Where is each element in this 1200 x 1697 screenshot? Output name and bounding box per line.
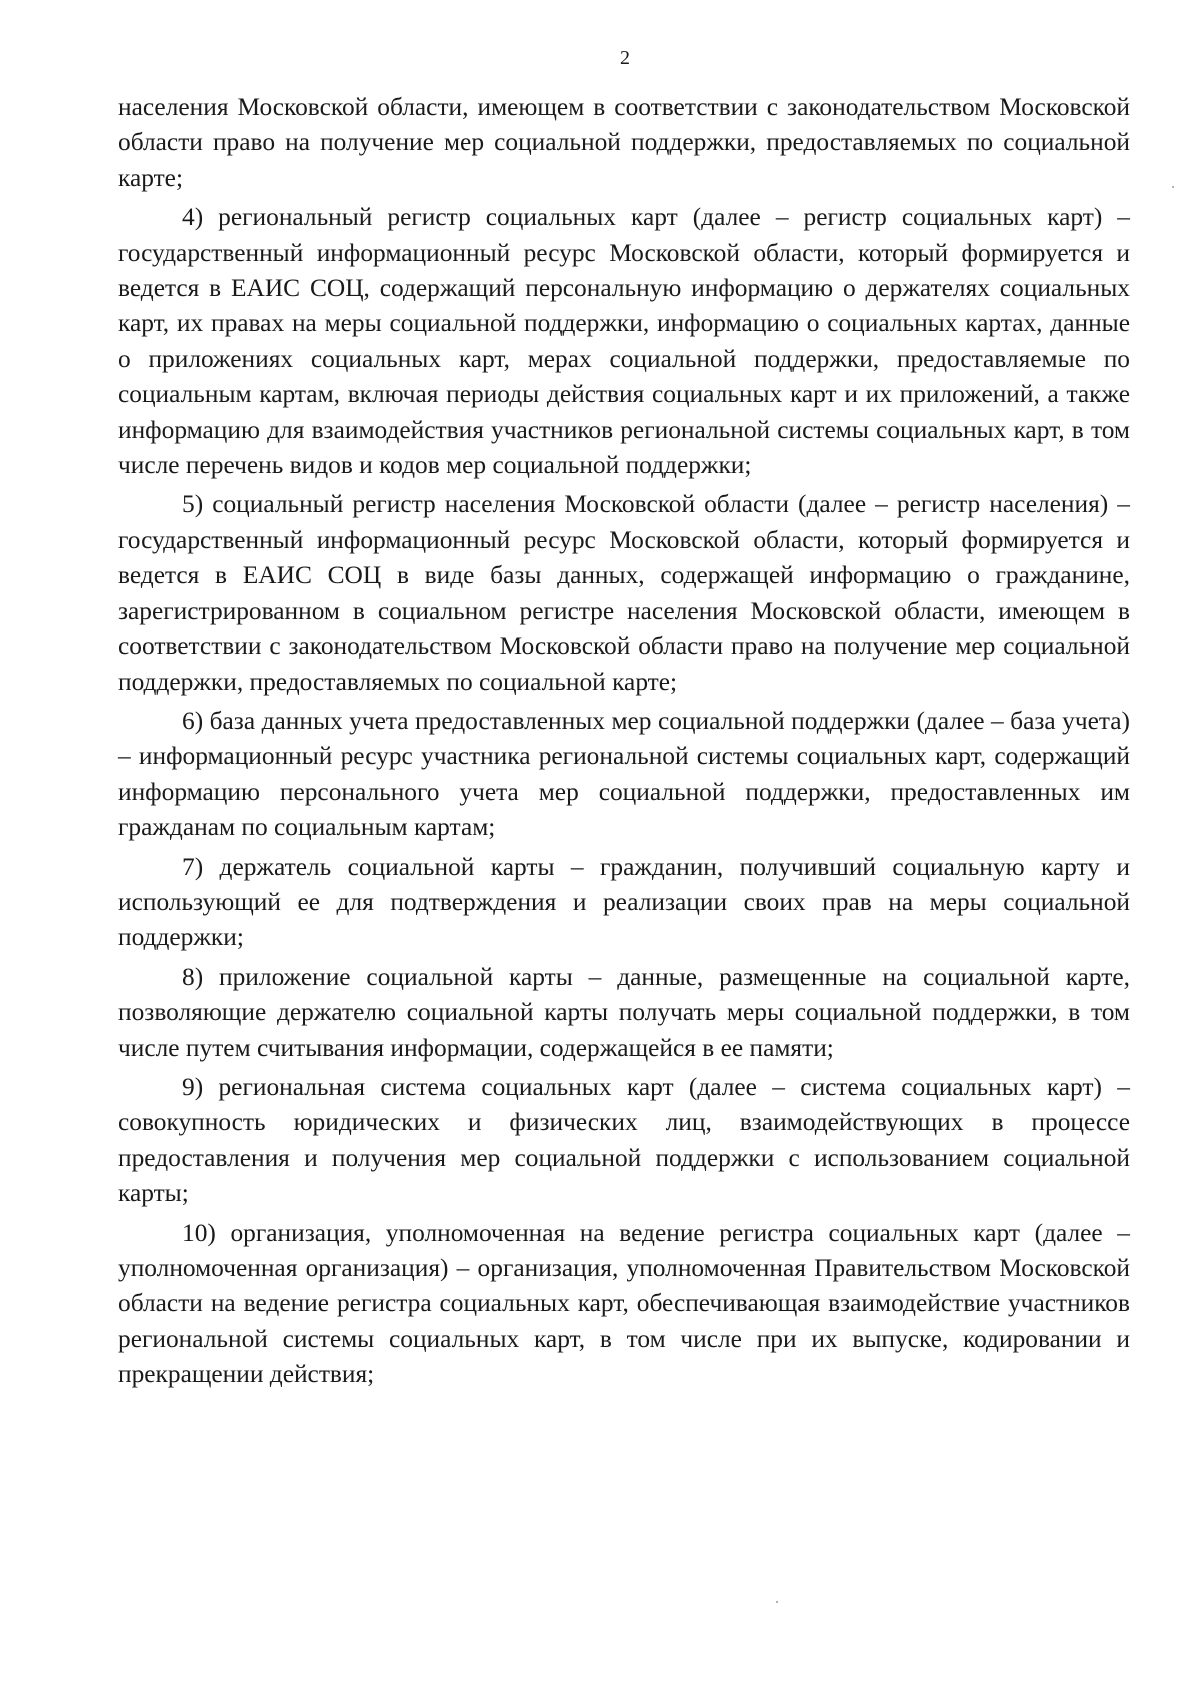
- paragraph-continuation: населения Московской области, имеющем в соответствии с законодательством Московской области право на получение мер социальной поддержки, предоставляемых по социальной карте;: [118, 93, 1130, 192]
- paragraph-item-5: 5) социальный регистр населения Московской области (далее – регистр населения) – государственный информационный ресурс Московской области, который формируется и ведется в ЕАИС СОЦ в виде базы данных, содержащей информацию о гражданине, зарегистрированном в социальном регистре населения Московской области, имеющем в соответствии с законодательством Московской области право на получение мер социальной поддержки, предоставляемых по социальной карте;: [118, 490, 1130, 696]
- page-number: 2: [620, 47, 630, 69]
- paragraph-item-8: 8) приложение социальной карты – данные, размещенные на социальной карте, позволяющие держателю социальной карты получать меры социальной поддержки, в том числе путем считывания информации, содержащейся в ее памяти;: [118, 962, 1130, 1062]
- scan-speck: [1172, 186, 1174, 188]
- paragraph-item-7: 7) держатель социальной карты – гражданин, получивший социальную карту и использующий ее для подтверждения и реализации своих прав на меры социальной поддержки;: [118, 852, 1130, 952]
- paragraph-item-9: 9) региональная система социальных карт (далее – система социальных карт) – совокупность юридических и физических лиц, взаимодействующих в процессе предоставления и получения мер социальной поддержки с использованием социальной карты;: [118, 1072, 1130, 1208]
- paragraph-item-10: 10) организация, уполномоченная на ведение регистра социальных карт (далее – уполномоченная организация) – организация, уполномоченная Правительством Московской области на ведение регистра социальных карт, обеспечивающая взаимодействие участников региональной системы социальных карт, в том числе при их выпуске, кодировании и прекращении действия;: [118, 1218, 1130, 1389]
- scan-speck: [776, 1601, 778, 1603]
- paragraph-item-6: 6) база данных учета предоставленных мер социальной поддержки (далее – база учета) – информационный ресурс участника региональной системы социальных карт, содержащий информацию персонального учета мер социальной поддержки, предоставленных им гражданам по социальным картам;: [118, 706, 1130, 842]
- document-body: [118, 90, 1130, 1397]
- paragraph-item-4: 4) региональный регистр социальных карт (далее – регистр социальных карт) – государственный информационный ресурс Московской области, который формируется и ведется в ЕАИС СОЦ, содержащий персональную информацию о держателях социальных карт, их правах на меры социальной поддержки, информацию о социальных картах, данные о приложениях социальных карт, мерах социальной поддержки, предоставляемые по социальным картам, включая периоды действия социальных карт и их приложений, а также информацию для взаимодействия участников региональной системы социальных карт, в том числе перечень видов и кодов мер социальной поддержки;: [118, 203, 1130, 480]
